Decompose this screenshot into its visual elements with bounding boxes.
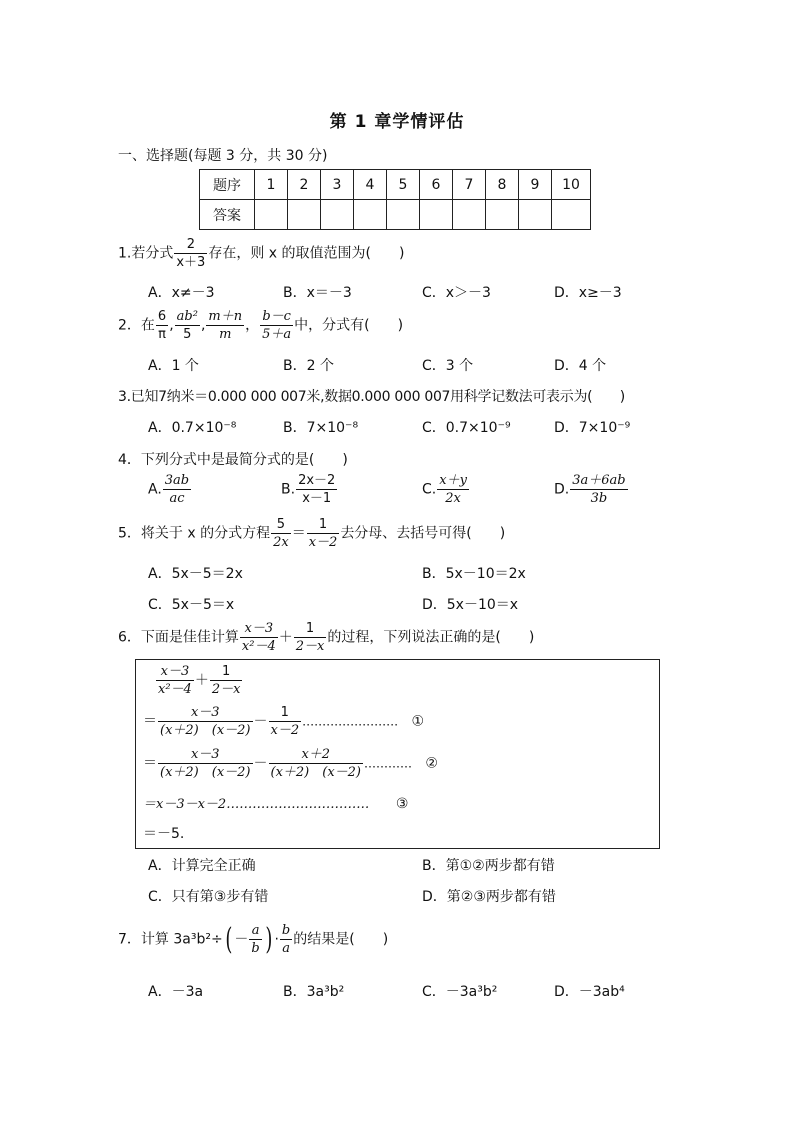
- answer-cell[interactable]: [552, 200, 591, 230]
- table-cell: 10: [552, 170, 591, 200]
- question-7: 7．计算 3a³b²÷( － $\frac{a}{b}$ ) · $\frac{b}{a}$ 的结果是( ): [118, 921, 389, 957]
- option-d[interactable]: D．5x－10＝x: [422, 597, 519, 613]
- fraction: $\frac{3a+6ab}{3b}$: [572, 473, 626, 506]
- page-title: 第 1 章学情评估: [329, 112, 465, 132]
- option-d[interactable]: D. $\frac{3a+6ab}{3b}$: [554, 473, 626, 506]
- fraction: $\frac{1}{x-2}$: [308, 517, 338, 550]
- question-3: 3.已知7纳米＝0.000 000 007米,数据0.000 000 007用科学记数法可表示为( ): [118, 389, 625, 405]
- option-a[interactable]: A．5x－5＝2x: [148, 566, 243, 582]
- option-b[interactable]: B．第①②两步都有错: [422, 858, 555, 874]
- table-header-cell: 答案: [200, 200, 255, 230]
- option-b[interactable]: B．7×10⁻⁸: [283, 420, 359, 436]
- fraction: $\frac{3ab}{ac}$: [164, 473, 190, 506]
- solution-line-1: $\frac{x-3}{\text{x²－4}}$ ＋ $\frac{1}{2-x}$: [158, 664, 241, 697]
- option-d[interactable]: D．x≥－3: [554, 285, 622, 301]
- answer-cell[interactable]: [354, 200, 387, 230]
- table-row: [200, 170, 591, 200]
- option-b[interactable]: B. $\frac{2x-2}{x-1}$: [281, 473, 336, 506]
- table-cell: 6: [420, 170, 453, 200]
- answer-cell[interactable]: [321, 200, 354, 230]
- solution-line-5: ＝－5.: [143, 826, 185, 842]
- fraction: $\frac{6}{\pi}$: [157, 309, 167, 342]
- fraction: $\frac{5}{2x}$: [273, 517, 289, 550]
- answer-cell[interactable]: [486, 200, 519, 230]
- table-cell: 1: [255, 170, 288, 200]
- answer-table: [199, 169, 591, 230]
- option-a[interactable]: A．计算完全正确: [148, 858, 256, 874]
- fraction: $\frac{x-3}{\text{x²－4}}$: [241, 621, 276, 654]
- option-a[interactable]: A．－3a: [148, 984, 204, 1000]
- option-a[interactable]: A．x≠－3: [148, 285, 215, 301]
- option-d[interactable]: D．4 个: [554, 358, 607, 374]
- answer-cell[interactable]: [453, 200, 486, 230]
- option-b[interactable]: B．5x－10＝2x: [422, 566, 526, 582]
- fraction: $\frac{2x-2}{x-1}$: [298, 473, 336, 506]
- answer-cell[interactable]: [519, 200, 552, 230]
- option-c[interactable]: C．－3a³b²: [422, 984, 498, 1000]
- solution-line-2: ＝ $\frac{x-3}{(x+2) (x-2)}$ － $\frac{1}{x-2}$ …………………… ①: [143, 705, 425, 738]
- option-a[interactable]: A．1 个: [148, 358, 199, 374]
- table-cell: 2: [288, 170, 321, 200]
- solution-line-3: ＝ $\frac{x-3}{(x+2) (x-2)}$ － $\frac{x+2}{(x+2) (x-2)}$ ………… ②: [143, 747, 438, 780]
- table-row: [200, 200, 591, 230]
- table-cell: 5: [387, 170, 420, 200]
- answer-cell[interactable]: [387, 200, 420, 230]
- fraction: $\frac{b-c}{5+a}$: [262, 309, 292, 342]
- answer-cell[interactable]: [255, 200, 288, 230]
- table-header-cell: 题序: [200, 170, 255, 200]
- question-2: 2．在 $\frac{6}{\pi}$ , $\frac{\text{ab²}}{5}$ , $\frac{m+n}{m}$ ， $\frac{b-c}{5+a}$ 中，分式有( ): [118, 309, 404, 342]
- table-cell: 4: [354, 170, 387, 200]
- fraction: $\frac{1}{2-x}$: [295, 621, 325, 654]
- answer-cell[interactable]: [420, 200, 453, 230]
- option-d[interactable]: D．第②③两步都有错: [422, 889, 556, 905]
- solution-line-4: ＝x－3－x－2…………………………… ③: [143, 796, 409, 812]
- option-b[interactable]: B．2 个: [283, 358, 334, 374]
- fraction: $\frac{2}{x+3}$: [176, 237, 206, 270]
- table-cell: 3: [321, 170, 354, 200]
- question-4: 4．下列分式中是最简分式的是( ): [118, 452, 348, 468]
- question-5: 5．将关于 x 的分式方程 $\frac{5}{2x}$ ＝ $\frac{1}{x-2}$ 去分母、去括号可得( ): [118, 517, 506, 550]
- section-heading: 一、选择题(每题 3 分，共 30 分): [118, 148, 328, 164]
- option-d[interactable]: D．7×10⁻⁹: [554, 420, 631, 436]
- option-a[interactable]: A. $\frac{3ab}{ac}$: [148, 473, 190, 506]
- answer-cell[interactable]: [288, 200, 321, 230]
- question-6: 6．下面是佳佳计算 $\frac{x-3}{\text{x²－4}}$ ＋ $\frac{1}{2-x}$ 的过程，下列说法正确的是( ): [118, 621, 535, 654]
- fraction: $\frac{\text{ab²}}{5}$: [176, 309, 198, 342]
- option-c[interactable]: C．x＞－3: [422, 285, 491, 301]
- option-a[interactable]: A．0.7×10⁻⁸: [148, 420, 237, 436]
- table-cell: 8: [486, 170, 519, 200]
- table-cell: 7: [453, 170, 486, 200]
- option-c[interactable]: C．3 个: [422, 358, 474, 374]
- option-c[interactable]: C．0.7×10⁻⁹: [422, 420, 511, 436]
- option-c[interactable]: C．只有第③步有错: [148, 889, 269, 905]
- option-c[interactable]: C．5x－5＝x: [148, 597, 235, 613]
- fraction: $\frac{x+y}{2x}$: [439, 473, 467, 506]
- option-b[interactable]: B．x＝－3: [283, 285, 352, 301]
- option-c[interactable]: C. $\frac{x+y}{2x}$: [422, 473, 467, 506]
- option-d[interactable]: D．－3ab⁴: [554, 984, 625, 1000]
- fraction: $\frac{m+n}{m}$: [208, 309, 243, 342]
- question-1: 1.若分式 $\frac{2}{x+3}$ 存在，则 x 的取值范围为( ): [118, 237, 405, 270]
- option-b[interactable]: B．3a³b²: [283, 984, 345, 1000]
- table-cell: 9: [519, 170, 552, 200]
